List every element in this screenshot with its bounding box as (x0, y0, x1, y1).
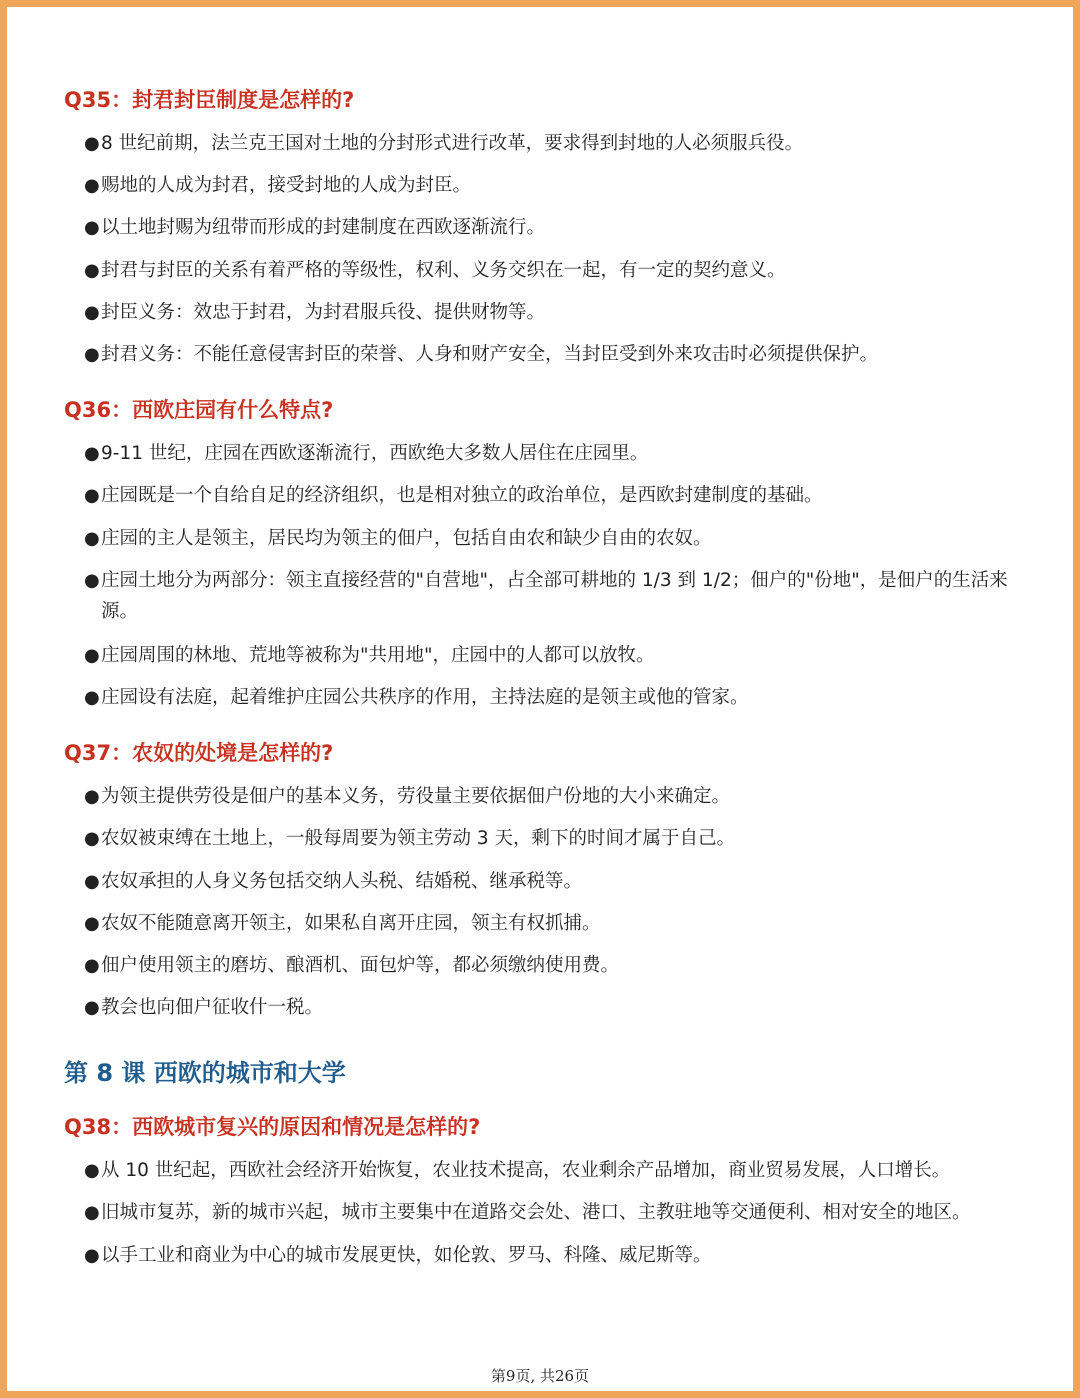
list-item: ● 佃户使用领主的磨坊、酿酒机、面包炉等，都必须缴纳使用费。 (84, 950, 1014, 981)
bullet-icon: ● (84, 645, 100, 666)
bullet-icon: ● (84, 217, 100, 238)
list-item: ● 以手工业和商业为中心的城市发展更快，如伦敦、罗马、科隆、威尼斯等。 (84, 1240, 1014, 1271)
bullet-icon: ● (84, 528, 100, 549)
bullet-icon: ● (84, 1245, 100, 1266)
page-number: 第9页, 共26页 (490, 1367, 590, 1385)
list-item: ● 为领主提供劳役是佃户的基本义务，劳役量主要依据佃户份地的大小来确定。 (84, 781, 1014, 812)
list-item: ● 从 10 世纪起，西欧社会经济开始恢复，农业技术提高，农业剩余产品增加，商业贸易发展，人口增长。 (84, 1155, 1014, 1186)
bullet-icon: ● (84, 871, 100, 892)
bullet-icon: ● (84, 302, 100, 323)
list-item: ● 农奴承担的人身义务包括交纳人头税、结婚税、继承税等。 (84, 866, 1014, 897)
bullet-icon: ● (84, 687, 100, 708)
list-item: ● 赐地的人成为封君，接受封地的人成为封臣。 (84, 170, 1014, 201)
bullet-icon: ● (84, 344, 100, 365)
list-item: ● 封臣义务：效忠于封君，为封君服兵役、提供财物等。 (84, 297, 1014, 328)
list-item: ● 庄园既是一个自给自足的经济组织，也是相对独立的政治单位，是西欧封建制度的基础。 (84, 480, 1014, 511)
list-item: ● 8 世纪前期，法兰克王国对土地的分封形式进行改革，要求得到封地的人必须服兵役。 (84, 128, 1014, 159)
bullet-icon: ● (84, 570, 100, 591)
lesson-title: 第 8 课 西欧的城市和大学 (64, 1059, 346, 1087)
list-item: ● 农奴不能随意离开领主，如果私自离开庄园，领主有权抓捕。 (84, 908, 1014, 939)
bullet-icon: ● (84, 175, 100, 196)
list-item: ● 教会也向佃户征收什一税。 (84, 992, 1014, 1023)
list-item: ● 庄园的主人是领主，居民均为领主的佃户，包括自由农和缺少自由的农奴。 (84, 523, 1014, 554)
question-title-q37: Q37：农奴的处境是怎样的? (64, 741, 334, 765)
bullet-icon: ● (84, 828, 100, 849)
list-item: ● 旧城市复苏，新的城市兴起，城市主要集中在道路交会处、港口、主教驻地等交通便利、相对安全的地区。 (84, 1197, 1014, 1228)
bullet-icon: ● (84, 485, 100, 506)
bullet-icon: ● (84, 913, 100, 934)
list-item: ● 庄园周围的林地、荒地等被称为"共用地"，庄园中的人都可以放牧。 (84, 640, 1014, 671)
bullet-icon: ● (84, 786, 100, 807)
list-item: ● 庄园设有法庭，起着维护庄园公共秩序的作用，主持法庭的是领主或他的管家。 (84, 682, 1014, 713)
bullet-icon: ● (84, 955, 100, 976)
list-item: ● 庄园土地分为两部分：领主直接经营的"自营地"，占全部可耕地的 1/3 到 1/2；佃户的"份地"，是佃户的生活来源。 (84, 565, 1014, 627)
bullet-icon: ● (84, 133, 100, 154)
list-item: ● 封君义务：不能任意侵害封臣的荣誉、人身和财产安全，当封臣受到外来攻击时必须提供保护。 (84, 339, 1014, 370)
bullet-icon: ● (84, 997, 100, 1018)
bullet-icon: ● (84, 260, 100, 281)
list-item: ● 封君与封臣的关系有着严格的等级性，权利、义务交织在一起，有一定的契约意义。 (84, 255, 1014, 286)
list-item: ● 农奴被束缚在土地上，一般每周要为领主劳动 3 天，剩下的时间才属于自己。 (84, 823, 1014, 854)
list-item: ● 以土地封赐为纽带而形成的封建制度在西欧逐渐流行。 (84, 212, 1014, 243)
bullet-icon: ● (84, 1160, 100, 1181)
bullet-icon: ● (84, 1202, 100, 1223)
question-title-q35: Q35：封君封臣制度是怎样的? (64, 88, 355, 112)
question-title-q38: Q38：西欧城市复兴的原因和情况是怎样的? (64, 1115, 481, 1139)
bullet-icon: ● (84, 443, 100, 464)
question-title-q36: Q36：西欧庄园有什么特点? (64, 398, 334, 422)
list-item: ● 9-11 世纪，庄园在西欧逐渐流行，西欧绝大多数人居住在庄园里。 (84, 438, 1014, 469)
